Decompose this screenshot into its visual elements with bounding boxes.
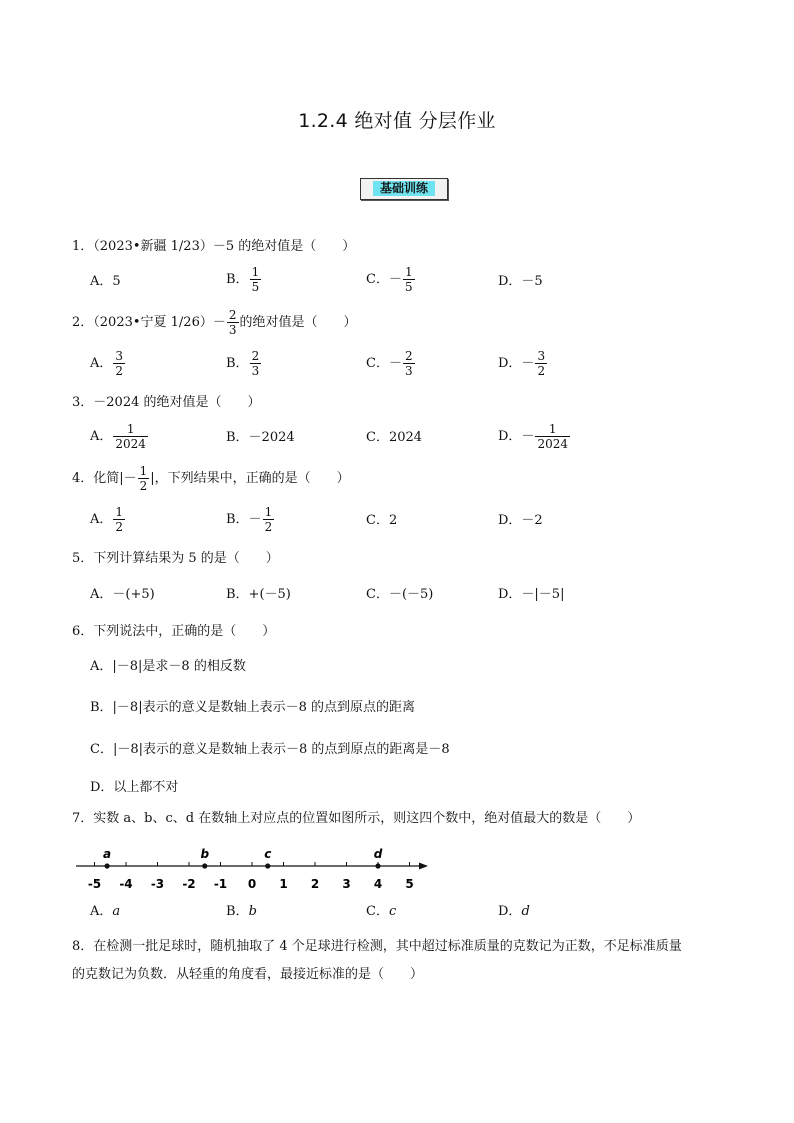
q5-option-d: D．－|－5|	[498, 587, 565, 602]
point-label-c: c	[264, 847, 272, 861]
q1-option-b: B． $\frac{1}{5}$	[226, 265, 260, 294]
q4-option-b: B．－ $\frac{1}{2}$	[226, 505, 273, 534]
q3-stem: 3．－2024 的绝对值是（ ）	[72, 395, 261, 410]
q7-option-a: A．a	[90, 904, 121, 919]
point-label-b: b	[200, 847, 210, 861]
q2-stem: 2．（2023•宁夏 1/26）－ $\frac{2}{3}$ 的绝对值是（ ）	[72, 308, 357, 337]
tick-label: 2	[310, 877, 320, 891]
q2-option-a: A． $\frac{3}{2}$	[90, 349, 124, 378]
q1-option-d: D．－5	[498, 274, 543, 289]
tick-label: 0	[247, 877, 257, 891]
q2-option-b: B． $\frac{2}{3}$	[226, 349, 260, 378]
q5-option-a: A．－(+5)	[90, 587, 155, 602]
q7-option-b: B．b	[226, 904, 257, 919]
tick-label: 5	[405, 877, 414, 891]
q5-stem: 5．下列计算结果为 5 的是（ ）	[72, 551, 279, 566]
tick-label: 4	[373, 877, 383, 891]
q3-option-d: D．－ $\frac{1}{2024}$	[498, 422, 568, 451]
axis-arrow-icon	[419, 863, 428, 870]
q4-option-a: A． $\frac{1}{2}$	[90, 505, 124, 534]
tick-label: -1	[213, 877, 228, 891]
q6-stem: 6．下列说法中，正确的是（ ）	[72, 624, 276, 639]
q5-option-c: C．－(－5)	[366, 587, 434, 602]
q1-option-a: A．5	[90, 274, 121, 289]
q8-line-2: 的克数记为负数．从轻重的角度看，最接近标准的是（ ）	[72, 967, 424, 982]
q3-option-a: A． $\frac{1}{2024}$	[90, 422, 146, 451]
point-label-d: d	[373, 847, 383, 861]
point-b	[202, 863, 207, 868]
q8-line-1: 8．在检测一批足球时，随机抽取了 4 个足球进行检测，其中超过标准质量的克数记为正数，不足标准质量	[72, 939, 682, 954]
q6-option-a: A．|－8|是求－8 的相反数	[90, 659, 246, 674]
q6-option-c: C．|－8|表示的意义是数轴上表示－8 的点到原点的距离是－8	[90, 742, 450, 757]
q4-option-d: D．－2	[498, 513, 543, 528]
q1-stem: 1．（2023•新疆 1/23）－5 的绝对值是（ ）	[72, 239, 356, 254]
q7-option-c: C．c	[366, 904, 397, 919]
section-badge	[360, 178, 448, 200]
tick-label: 3	[342, 877, 351, 891]
q3-option-c: C．2024	[366, 430, 423, 445]
point-a	[105, 863, 110, 868]
q4-stem: 4．化简|－ $\frac{1}{2}$ |，下列结果中，正确的是（ ）	[72, 464, 350, 493]
q3-option-b: B．－2024	[226, 430, 295, 445]
q4-option-c: C．2	[366, 513, 398, 528]
point-label-a: a	[103, 847, 112, 861]
page-title: 1.2.4 绝对值 分层作业	[298, 110, 496, 132]
q1-option-c: C．－ $\frac{1}{5}$	[366, 265, 413, 294]
q2-option-d: D．－ $\frac{3}{2}$	[498, 349, 546, 378]
q7-stem: 7．实数 a、b、c、d 在数轴上对应点的位置如图所示，则这四个数中，绝对值最大的数是（ ）	[72, 811, 641, 826]
tick-label: 1	[279, 877, 288, 891]
q6-option-d: D．以上都不对	[90, 780, 179, 795]
q6-option-b: B．|－8|表示的意义是数轴上表示－8 的点到原点的距离	[90, 700, 415, 715]
q2-option-c: C．－ $\frac{2}{3}$	[366, 349, 413, 378]
number-line-figure	[70, 838, 440, 898]
point-c	[265, 863, 270, 868]
tick-label: -3	[150, 877, 165, 891]
tick-label: -4	[119, 877, 133, 891]
tick-label: -2	[182, 877, 196, 891]
point-d	[375, 863, 380, 868]
section-label: 基础训练	[373, 181, 435, 196]
q7-option-d: D．d	[498, 904, 530, 919]
q5-option-b: B．+(－5)	[226, 587, 291, 602]
tick-label: -5	[87, 877, 102, 891]
